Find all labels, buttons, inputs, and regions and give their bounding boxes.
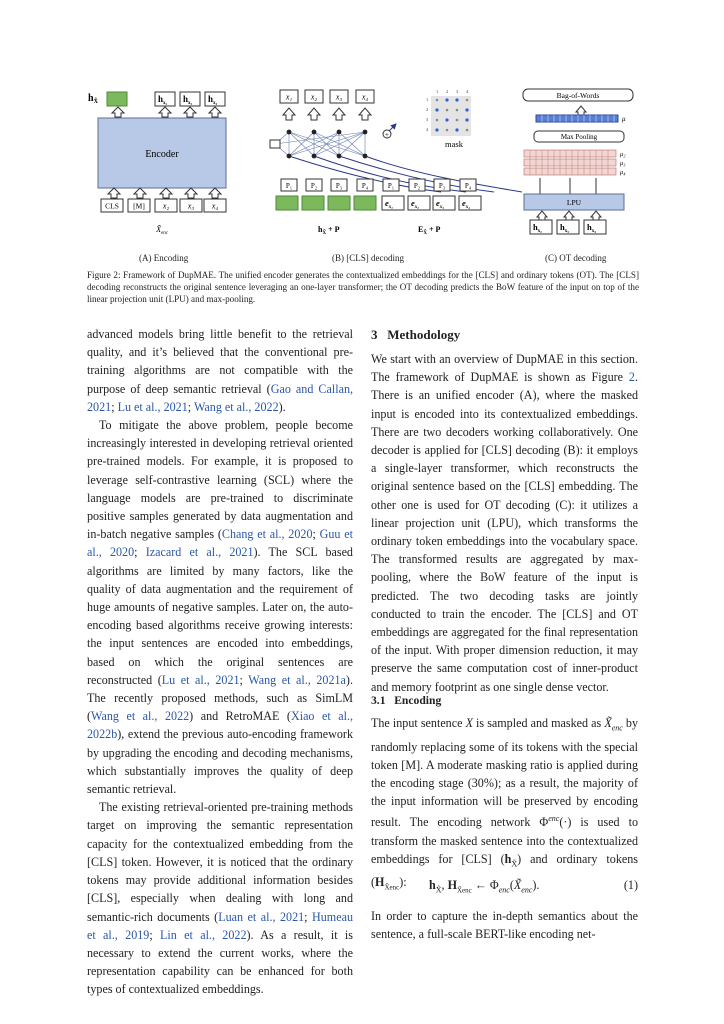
svg-text:hx₂: $h_{x_2}$ <box>533 222 542 234</box>
svg-text:P₁: P₁ <box>387 182 395 190</box>
svg-text:hx₃: $h_{x_3}$ <box>560 222 569 234</box>
framework-figure <box>84 86 644 264</box>
svg-text:4: 4 <box>466 89 469 94</box>
section-heading: 3 Methodology <box>371 327 461 342</box>
left-paragraph-1: advanced models bring little benefit to the retrieval quality, and it’s believed that the conventional pre-training algorithms are not compatible with the purpose of deep semantic retrieval (Gao and Callan, 2021; Lu et al., 2021; Wang et al., 2022). <box>87 327 354 414</box>
svg-text:μ₄: μ₄ <box>620 169 626 176</box>
svg-text:hx₃: $h_{x_3}$ <box>183 94 193 106</box>
svg-text:x₂: x₂ <box>162 201 170 211</box>
svg-text:2: 2 <box>426 107 429 112</box>
cls-repeated-blocks <box>276 196 376 210</box>
bow-arrow <box>576 106 586 115</box>
svg-text:μ₂: μ₂ <box>620 151 626 158</box>
lpu-input-arrows <box>537 211 601 220</box>
panel-b-up-arrows <box>283 108 371 120</box>
svg-text:x₁: x₁ <box>285 92 293 102</box>
x-enc-label: $X̃_{enc}$ <box>156 225 168 236</box>
left-column <box>87 325 353 999</box>
svg-text:P₄: P₄ <box>464 182 472 190</box>
attention-lines <box>275 132 365 156</box>
panel-c-ot-decoding <box>523 89 633 234</box>
lpu-label: LPU <box>566 198 582 207</box>
citation-link[interactable]: Izacard et al., 2021 <box>145 545 254 560</box>
plus-left-label: $h_{X̃} + P$ <box>318 225 340 236</box>
top-token-boxes <box>280 90 374 103</box>
lpu-input-boxes <box>530 220 606 234</box>
citation-link[interactable]: Gao and Callan, 2021 <box>87 381 354 414</box>
methodology-paragraph: We start with an overview of DupMAE in this section. The framework of DupMAE is shown as Figure 2. There is an unified encoder (A), where the masked input is encoded into its contextualized embeddings. There are two decoders working collaboratively. One decoder is applied for [CLS] decoding (B): it employs a single-layer transformer, which reconstructs the original sentence based on the [CLS] embedding. The other one is used for OT decoding (C): it utilizes a linear projection unit (LPU), which transforms the ordinary token embeddings into the vocabulary space. The transformed results are aggregated by max-pooling, where the BoW feature of the input is predicted. The two decoding tasks are jointly conducted to train the encoder. The [CLS] and OT embeddings are aggregated for the final representation of the input. With proper dimension reduction, it may preserve the same computation cost of inner-product and memory footprint as one single dense vector. <box>371 352 638 694</box>
svg-text:hx₄: $h_{x_4}$ <box>587 222 596 234</box>
svg-text:P₂: P₂ <box>310 182 318 190</box>
citation-link[interactable]: Chang et al., 2020 <box>221 527 313 542</box>
token-distributions <box>524 150 616 175</box>
equation-number: (1) <box>623 878 638 892</box>
svg-text:P₃: P₃ <box>438 182 446 190</box>
citation-link[interactable]: Wang et al., 2022 <box>91 709 190 724</box>
mask-label: mask <box>445 139 463 149</box>
svg-text:x₄: x₄ <box>361 92 369 102</box>
panel-b-caption: (B) [CLS] decoding <box>332 253 404 263</box>
svg-text:[M]: [M] <box>133 201 145 211</box>
subsection-heading: 3.1 Encoding <box>371 694 442 707</box>
svg-text:μ₃: μ₃ <box>620 160 626 167</box>
svg-text:4: 4 <box>426 127 429 132</box>
svg-text:hx₂: $h_{x_2}$ <box>158 94 168 106</box>
encoding-paragraph: The input sentence X is sampled and masked as $X̃_{enc}$ by randomly replacing some of its tokens with the special token [M]. A moderate masking ratio is applied during the encoding stage (30%); as a result, the majority of the input information will be preserved by encoding result. The encoding network $\Phi^{enc}(\cdot)$ is used to transform the masked sentence into the contextualized embeddings for [CLS] $(h_{X̃})$ and ordinary tokens $(H_{X̃enc})$: <box>371 716 638 892</box>
input-token-boxes <box>101 199 226 212</box>
citation-link[interactable]: Xiao et al., 2022b <box>87 709 353 742</box>
plus-symbol: + <box>385 131 389 139</box>
citation-link[interactable]: Lu et al., 2021 <box>117 399 188 414</box>
svg-text:ex₂: $e_{x_2}$ <box>411 198 420 210</box>
panel-c-caption: (C) OT decoding <box>545 253 607 263</box>
encoder-label: Encoder <box>145 149 179 160</box>
citation-link[interactable]: Luan et al., 2021 <box>218 909 305 924</box>
mu-label: μ <box>622 115 626 123</box>
encoding-paragraph-continued: In order to capture the in-depth semantics about the sentence, a full-scale BERT-like encoding net- <box>371 909 638 942</box>
svg-text:3: 3 <box>456 89 459 94</box>
e-token-boxes <box>382 196 481 210</box>
mask-matrix <box>426 89 471 149</box>
svg-text:hx₄: $h_{x_4}$ <box>208 94 218 106</box>
panel-b-cls-decoding <box>270 89 522 236</box>
cls-embedding-block <box>107 92 127 106</box>
panel-a-input-arrows <box>108 188 221 198</box>
figure-caption: Figure 2: Framework of DupMAE. The unified encoder generates the contextualized embeddings for the [CLS] and ordinary tokens (OT). The [CLS] decoding reconstructs the original sentence leveraging an one-layer transformer; the OT decoding predicts the BoW feature of the input on top of the linear projection unit (LPU) and max-pooling. <box>87 270 639 304</box>
svg-text:1: 1 <box>426 97 429 102</box>
mu-list <box>620 151 626 176</box>
svg-text:P₄: P₄ <box>361 182 369 190</box>
svg-text:CLS: CLS <box>105 201 119 211</box>
citation-link[interactable]: Wang et al., 2021a <box>248 672 346 687</box>
left-paragraph-3: The existing retrieval-oriented pre-training methods target on improving the semantic representation capacity for the contextualized embedding from the [CLS] token. However, it is noticed that the ordinary tokens may provide additional information besides [CLS], especially when dealing with long and semantic-rich documents (Luan et al., 2021; Humeau et al., 2019; Lin et al., 2022). As a result, it is necessary to extend the current works, where the representation capability can be enhanced for both types of contextualized embeddings. <box>87 800 353 997</box>
svg-text:ex₃: $e_{x_3}$ <box>436 198 445 210</box>
svg-text:2: 2 <box>446 89 449 94</box>
svg-text:ex₁: $e_{x_1}$ <box>385 198 394 210</box>
svg-text:P₃: P₃ <box>335 182 343 190</box>
bow-label: Bag-of-Words <box>556 91 600 100</box>
citation-link[interactable]: Guu et al., 2020 <box>87 527 353 560</box>
figure-ref-link[interactable]: 2 <box>628 370 635 385</box>
h-x-label: $h_{X̃}$ <box>88 93 98 105</box>
svg-text:x₃: x₃ <box>187 201 195 211</box>
panel-a-encoding <box>88 92 226 236</box>
citation-link[interactable]: Lu et al., 2021 <box>161 672 240 687</box>
svg-text:P₁: P₁ <box>285 182 293 190</box>
citation-link[interactable]: Lin et al., 2022 <box>160 927 247 942</box>
svg-text:x₄: x₄ <box>211 201 219 211</box>
output-token-boxes <box>155 92 225 106</box>
svg-text:P₂: P₂ <box>413 182 421 190</box>
svg-text:ex₄: $e_{x_4}$ <box>462 198 471 210</box>
decoder-long-links <box>289 124 522 192</box>
lpu-arrows-up <box>540 178 596 194</box>
maxpool-label: Max Pooling <box>560 133 598 141</box>
plus-right-label: $E_{X̃} + P$ <box>418 225 441 236</box>
panel-a-arrows <box>112 107 221 117</box>
panel-a-caption: (A) Encoding <box>139 253 189 263</box>
svg-text:x₂: x₂ <box>310 92 318 102</box>
svg-text:1: 1 <box>436 89 439 94</box>
citation-link[interactable]: Wang et al., 2022 <box>193 399 279 414</box>
svg-text:3: 3 <box>426 117 429 122</box>
citation-link[interactable]: Humeau et al., 2019 <box>87 909 353 942</box>
svg-text:x₃: x₃ <box>335 92 343 102</box>
left-paragraph-2: To mitigate the above problem, people become increasingly interested in developing retrieval oriented pre-trained models. For example, it is proposed to leverage self-contrastive learning (SCL) where the language models are pre-trained to discriminate positive samples generated by data augmentation and in-batch negative samples (Chang et al., 2020; Guu et al., 2020; Izacard et al., 2021). The SCL based algorithms are limited by many factors, like the quality of data augmentation and the requirement of huge amounts of negative samples. Later on, the auto-encoding based algorithms receive growing interests: the input sentences are encoded into embeddings, based on which the original sentences are reconstructed (Lu et al., 2021; Wang et al., 2021a). The recently proposed methods, such as SimLM (Wang et al., 2022) and RetroMAE (Xiao et al., 2022b), extend the previous auto-encoding framework by upgrading the encoding and decoding mechanisms, which substantially improves the quality of deep semantic retrieval. <box>87 418 353 797</box>
